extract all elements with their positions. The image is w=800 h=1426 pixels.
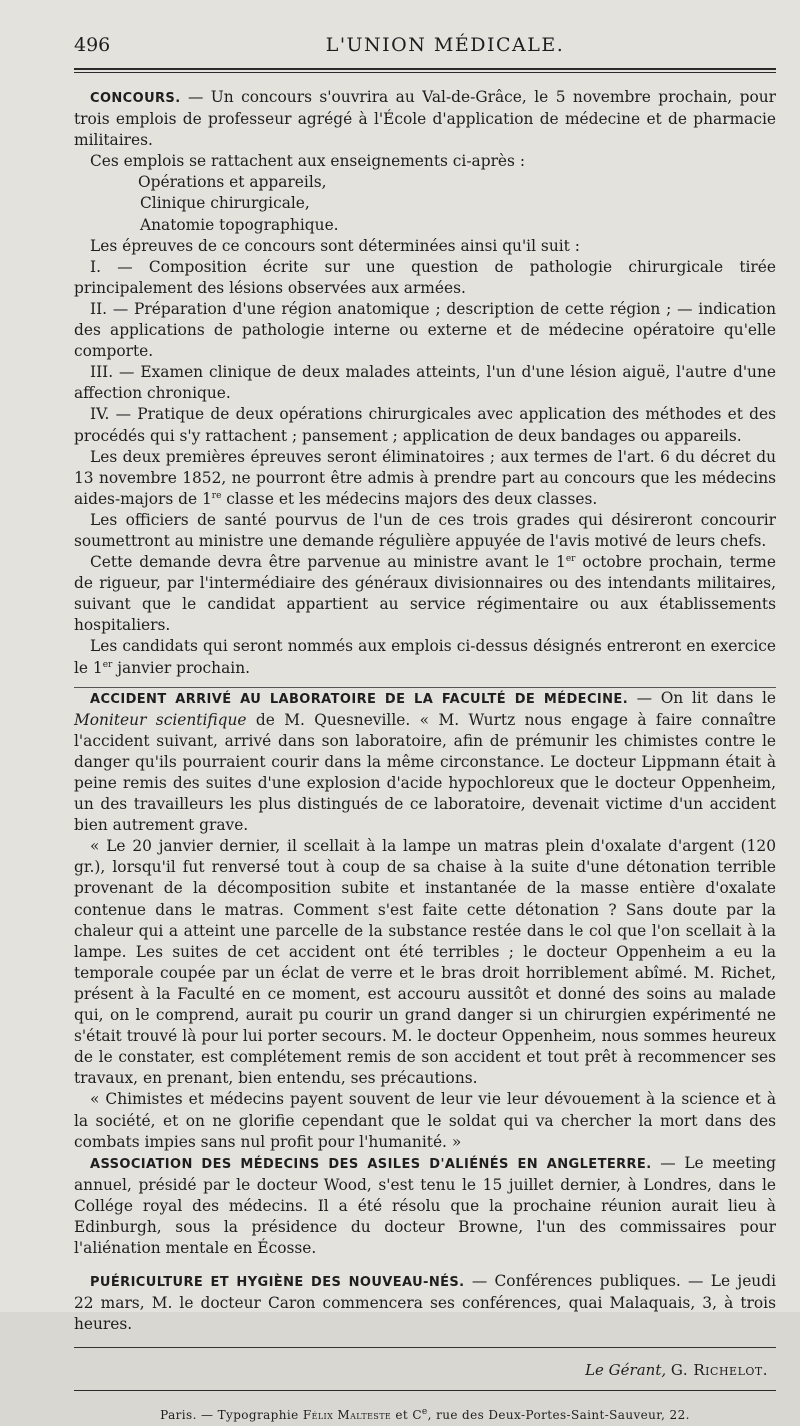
gerant-label: Le Gérant, (585, 1361, 667, 1380)
text-run: — Le meeting annuel, présidé par le docteur Wood, s'est tenu le 15 juillet dernier, à Londres, dans le Collége royal des médecins. Il a été résolu que la prochaine réunion aurait lieu à Edinburgh, sous la présidence du docteur Browne, l'un des commissaires pour l'aliénation mentale en Écosse. (74, 1153, 777, 1258)
superscript: e (421, 1406, 428, 1417)
imprint-rule (74, 1390, 776, 1391)
epreuve-4: IV. — Pratique de deux opérations chirurgicales avec application des méthodes et des procédés qui s'y rattachent ; pansement ; application de deux bandages ou appareils. (74, 405, 776, 445)
header-rule (74, 68, 776, 70)
concours-lead-paragraph (74, 87, 776, 151)
association-paragraph (74, 1153, 776, 1259)
epreuve-1: I. — Composition écrite sur une question de pathologie chirurgicale tirée principalement des lésions observées aux armées. (74, 257, 776, 297)
puericulture-heading: PUÉRICULTURE ET HYGIÈNE DES NOUVEAU-NÉS. (90, 1275, 465, 1291)
list-item: Anatomie topographique. (140, 215, 339, 234)
accident-lead-paragraph (74, 688, 776, 837)
section-concours (74, 87, 776, 679)
accident-heading: ACCIDENT ARRIVÉ AU LABORATOIRE DE LA FACULTÉ DE MÉDECINE. (90, 691, 629, 707)
text-run: octobre prochain, terme de rigueur, par l'intermédiaire des généraux divisionnaires ou des intendants militaires, suivant que le candidat appartient au service régimentaire ou aux établissements hospitaliers. (74, 553, 776, 635)
text-run: Paris. — Typographie (160, 1407, 303, 1422)
paragraph-demande (74, 552, 776, 636)
accident-paragraph-2: « Le 20 janvier dernier, il scellait à la lampe un matras plein d'oxalate d'argent (120 gr.), lorsqu'il fut renversé tout à coup de sa chaise à la suite d'une détonation terrible provenant de la décomposition subite et instantanée de la masse entière d'oxalate contenue dans le matras. Comment s'est faite cette détonation ? Sans doute par la chaleur qui a atteint une parcelle de la substance restée dans le col que l'on scellait à la lampe. Les suites de cet accident ont été terribles ; le docteur Oppenheim a eu la temporale coupée par un éclat de verre et le bras droit horriblement abîmé. M. Richet, présent à la Faculté en ce moment, est accouru aussitôt et donné des soins au malade qui, on le comprend, aurait pu courir un grand danger si un chirurgien expérimenté ne s'était trouvé là pour lui porter secours. M. le docteur Oppenheim, nous sommes heureux de le constater, est complétement remis de son accident et tout prêt à recommencer ses travaux, en prenant, bien entendu, ses précautions. (74, 837, 776, 1088)
list-item: Opérations et appareils, (138, 173, 327, 192)
epreuve-3: III. — Examen clinique de deux malades atteints, l'un d'une lésion aiguë, l'autre d'une affection chronique. (74, 363, 776, 403)
association-heading: ASSOCIATION DES MÉDECINS DES ASILES D'ALIÉNÉS EN ANGLETERRE. (90, 1156, 652, 1172)
superscript: er (565, 553, 576, 564)
accident-paragraph-3: « Chimistes et médecins payent souvent de leur vie leur dévouement à la science et à la société, et on ne glorifie cependant que le soldat qui va chercher la mort dans des combats impies sans nul profit pour l'humanité. » (74, 1090, 776, 1151)
journal-title: Moniteur scientifique (74, 710, 247, 729)
text-run: — On lit dans le (628, 688, 776, 707)
printer-imprint (74, 1405, 776, 1426)
text-run: de M. Quesneville. « M. Wurtz nous engage à faire connaître l'accident suivant, arrivé dans son laboratoire, afin de prémunir les chimistes contre le danger qu'ils pourraient courir dans la même circonstance. Le docteur Lippmann était à peine remis des suites d'une explosion d'acide hypochloreux que le docteur Oppenheim, un des travailleurs les plus distingués de ce laboratoire, devenait victime d'un accident bien autrement grave. (74, 710, 776, 835)
text-run: et C (391, 1407, 422, 1422)
running-title: L'UNION MÉDICALE. (325, 34, 565, 56)
gerant-name: G. Richelot. (670, 1361, 768, 1380)
paragraph-officiers: Les officiers de santé pourvus de l'un de ces trois grades qui désireront concourir soumettront au ministre une demande régulière appuyée de l'avis motivé de leurs chefs. (74, 510, 776, 550)
header-rule-thin (74, 72, 776, 73)
section-association (74, 1153, 776, 1259)
footer-divider (74, 1347, 776, 1348)
superscript: re (211, 490, 222, 501)
list-item: Clinique chirurgicale, (140, 194, 310, 213)
text-run: Les candidats qui seront nommés aux emplois ci-dessus désignés entreront en exercice le 1 (74, 637, 776, 677)
page-header (74, 34, 776, 68)
section-accident (74, 688, 776, 1153)
text-run: — Conférences publiques. — Le jeudi 22 mars, M. le docteur Caron commencera ses conférences, quai Malaquais, 3, à trois heures. (74, 1272, 776, 1334)
text-run: janvier prochain. (112, 658, 250, 677)
concours-heading: CONCOURS. (90, 91, 181, 106)
enseignements-list (74, 172, 776, 235)
concours-attach: Ces emplois se rattachent aux enseignements ci-après : (90, 152, 526, 171)
page-number: 496 (74, 34, 111, 56)
text-run: classe et les médecins majors des deux classes. (221, 489, 598, 508)
puericulture-paragraph (74, 1271, 776, 1335)
section-puericulture (74, 1271, 776, 1335)
paragraph-candidats (74, 636, 776, 678)
paragraph-eliminatoires (74, 447, 776, 510)
text-run: , rue des Deux-Portes-Saint-Sauveur, 22. (427, 1407, 690, 1422)
gerant-signature (74, 1360, 776, 1381)
text-run: Les deux premières épreuves seront éliminatoires ; aux termes de l'art. 6 du décret du 13 novembre 1852, ne pourront être admis à prendre part au concours que les médecins aides-majors de 1 (74, 447, 776, 508)
superscript: er (102, 659, 113, 670)
epreuves-intro: Les épreuves de ce concours sont déterminées ainsi qu'il suit : (90, 236, 580, 255)
article-body (74, 87, 776, 1426)
printer-name: Félix Malteste (302, 1407, 392, 1422)
text-run: Cette demande devra être parvenue au ministre avant le 1 (90, 553, 566, 572)
epreuve-2: II. — Préparation d'une région anatomique ; description de cette région ; — indication des applications de pathologie interne ou externe et de médecine opératoire qu'elle comporte. (74, 299, 776, 361)
concours-lead: — Un concours s'ouvrira au Val-de-Grâce, le 5 novembre prochain, pour trois emplois de professeur agrégé à l'École d'application de médecine et de pharmacie militaires. (74, 88, 776, 150)
